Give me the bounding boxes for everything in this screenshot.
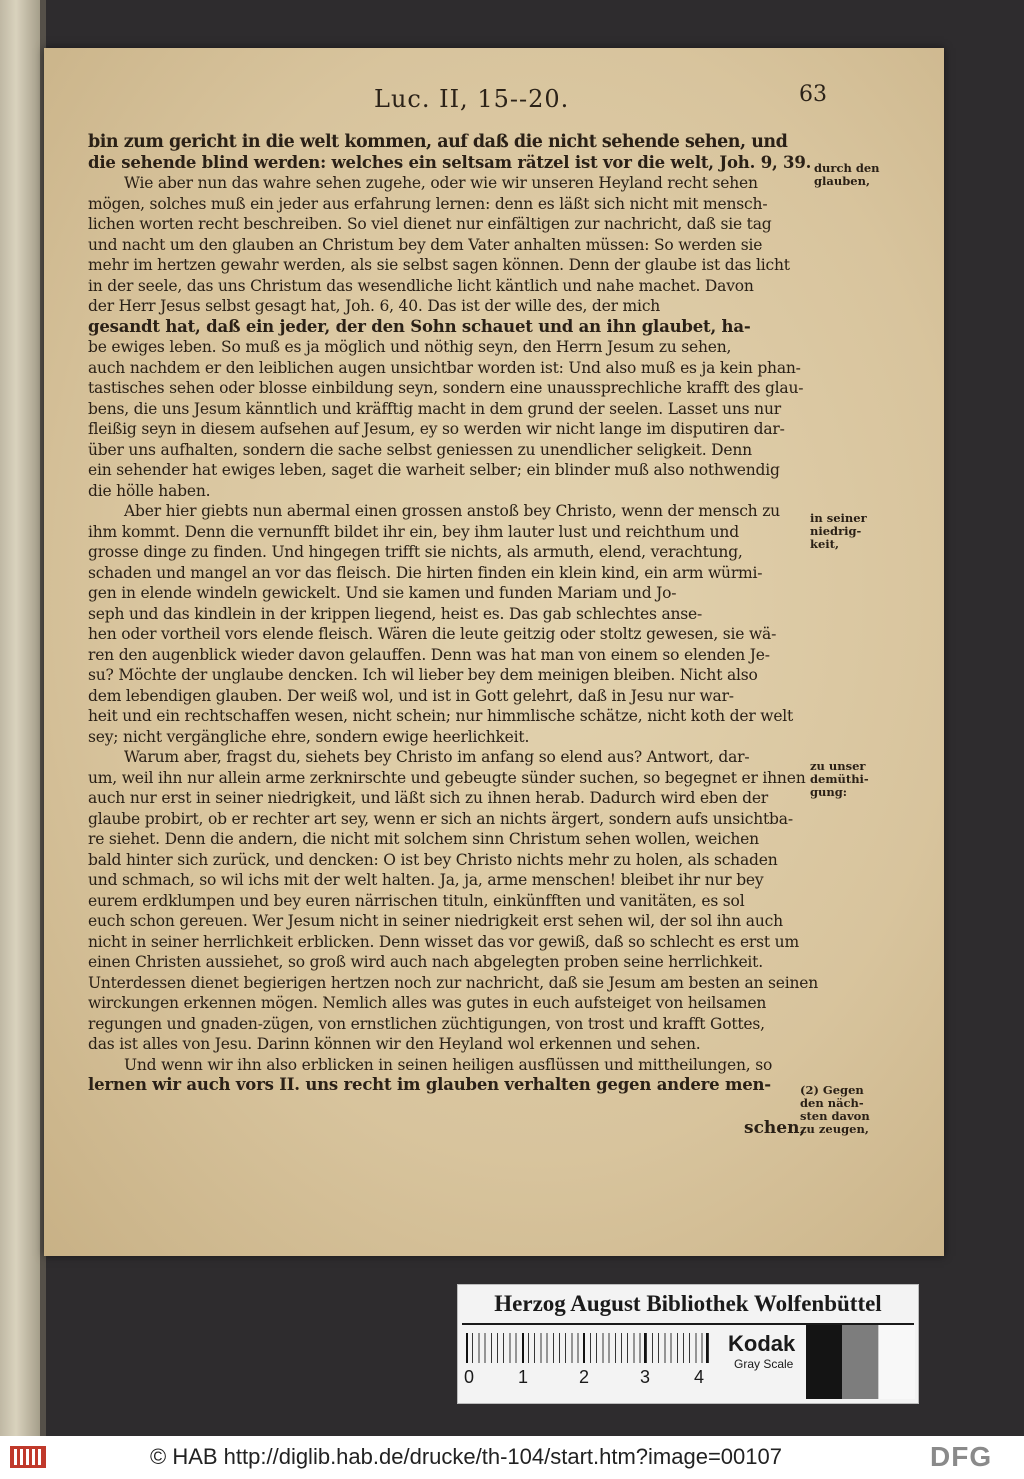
margin-note-naechsten: (2) Gegen den näch- sten davon zu zeugen, [800, 1083, 870, 1136]
text-line: hen oder vortheil vors elende fleisch. Wären die leute geitzig oder stoltz gewesen, sie wä- [88, 625, 777, 643]
body-text [88, 132, 828, 1096]
text-line: Warum aber, fragst du, siehets bey Christo im anfang so elend aus? Antwort, dar- [124, 748, 750, 766]
text-line: tastisches sehen oder blosse einbildung seyn, sondern eine unaussprechliche krafft des glau- [88, 379, 804, 397]
white-swatch [878, 1325, 915, 1399]
text-line: mögen, solches muß ein jeder aus erfahrung lernen: denn es läßt sich nicht mit mensch- [88, 194, 768, 213]
copyright-link[interactable]: © HAB http://diglib.hab.de/drucke/th-104/start.htm?image=00107 [150, 1444, 782, 1469]
hab-logo-icon [10, 1444, 46, 1470]
text-line: bald hinter sich zurück, und dencken: O ist bey Christo nichts mehr zu holen, als schaden [88, 850, 778, 869]
text-line: nicht in seiner herrlichkeit erblicken. Denn wisset das vor gewiß, daß so schlecht es erst um [88, 932, 799, 951]
cm-ruler [466, 1333, 714, 1363]
book-page [44, 48, 944, 1256]
text-line: schaden und mangel an vor das fleisch. Die hirten finden ein klein kind, ein arm würmi- [88, 563, 763, 582]
running-title: Luc. II, 15--20. [374, 85, 570, 113]
institution-name: Herzog August Bibliothek Wolfenbüttel [494, 1291, 882, 1316]
text-line: in der seele, das uns Christum das wesendliche licht käntlich und nahe machet. Davon [88, 276, 754, 295]
ruler-major-tick [583, 1333, 585, 1363]
margin-note-niedrigkeit: in seiner niedrig- keit, [810, 511, 867, 551]
text-line: wirckungen erkennen mögen. Nemlich alles was gutes in euch aufsteiget von heilsamen [88, 994, 767, 1012]
text-line: und nacht um den glauben an Christum bey dem Vater anhalten müssen: So werden sie [88, 235, 763, 254]
text-line: heit und ein rechtschaffen wesen, nicht schein; nur himmlische schätze, nicht koth der welt [88, 707, 794, 725]
margin-note-demuethigung: zu unser demüthi- gung: [810, 759, 869, 799]
text-line: auch nachdem er den leiblichen augen unsichtbar worden ist: Und also muß es ja kein phan- [88, 358, 801, 377]
text-line: mehr im hertzen gewahr werden, als sie selbst sagen können. Denn der glaube ist das licht [88, 256, 790, 274]
text-line: über uns aufhalten, sondern die sache selbst geniessen zu unendlicher seligkeit. Denn [88, 440, 752, 459]
ruler-major-tick [706, 1333, 708, 1363]
text-line: und schmach, so wil ichs mit der welt halten. Ja, ja, arme menschen! bleibet ihr nur bey [88, 871, 764, 889]
dfg-logo: DFG [930, 1441, 993, 1472]
text-line: Aber hier giebts nun abermal einen grossen anstoß bey Christo, wenn der mensch zu [124, 502, 780, 520]
text-line: su? Möchte der unglaube dencken. Ich wil lieber bey dem meinigen bleiben. Nicht also [88, 666, 758, 684]
ruler-major-tick [466, 1333, 468, 1363]
text-line: Wie aber nun das wahre sehen zugehe, oder wie wir unseren Heyland recht sehen [124, 174, 758, 192]
text-line: Und wenn wir ihn also erblicken in seinen heiligen ausflüssen und mittheilungen, so [124, 1055, 773, 1074]
text-line: auch nur erst in seiner niedrigkeit, und läßt sich zu ihnen herab. Dadurch wird eben der [88, 789, 769, 807]
black-swatch [806, 1325, 842, 1399]
ruler-major-tick [644, 1333, 646, 1363]
text-line: dem lebendigen glauben. Der weiß wol, und ist in Gott gelehrt, daß in Jesu nur war- [88, 686, 734, 705]
text-line: bin zum gericht in die welt kommen, auf daß die nicht sehende sehen, und [88, 132, 788, 152]
text-line: gen in elende windeln gewickelt. Und sie kamen und funden Mariam und Jo- [88, 584, 677, 602]
text-line: die hölle haben. [88, 481, 211, 500]
text-line: grosse dinge zu finden. Und hingegen trifft sie nichts, als armuth, elend, verachtung, [88, 543, 743, 561]
ruler-number: 4 [694, 1367, 705, 1387]
text-line: re siehet. Denn die andern, die nicht mit solchem sinn Christum sehen wollen, weichen [88, 830, 759, 848]
text-line: sey; nicht vergängliche ehre, sondern ewige heerlichkeit. [88, 727, 530, 746]
page-number: 63 [799, 82, 827, 107]
gray-scale-label: Gray Scale [734, 1357, 794, 1371]
kodak-color-bar [457, 1284, 919, 1404]
gray-swatch [842, 1325, 878, 1399]
text-line: eurem erdklumpen und bey euren närrischen tituln, einkünfften und vanitäten, es sol [88, 891, 745, 910]
text-line: lernen wir auch vors II. uns recht im glauben verhalten gegen andere men- [88, 1075, 771, 1094]
previous-page-edge [0, 0, 40, 1436]
text-line: das ist alles von Jesu. Darinn können wir den Heyland wol erkennen und sehen. [88, 1035, 701, 1053]
text-line: einen Christen aussiehet, so groß wird auch nach abgelegten proben seine herrlichkeit. [88, 953, 763, 971]
ruler-number: 2 [579, 1367, 590, 1387]
text-line: ihm kommt. Denn die vernunfft bildet ihr ein, bey ihm lauter lust und reichthum und [88, 522, 739, 541]
text-line: seph und das kindlein in der krippen liegend, heist es. Das gab schlechtes anse- [88, 604, 703, 623]
footer-bar [0, 1436, 1024, 1479]
text-line: der Herr Jesus selbst gesagt hat, Joh. 6, 40. Das ist der wille des, der mich [88, 297, 661, 315]
ruler-number: 3 [640, 1367, 651, 1387]
text-line: um, weil ihn nur allein arme zerknirschte und gebeugte sünder suchen, so begegnet er ihnen [88, 768, 806, 787]
text-line: gesandt hat, daß ein jeder, der den Sohn schauet und an ihn glaubet, ha- [88, 316, 751, 336]
text-line: ren den augenblick wieder davon gelauffen. Denn was hat man von einem so elenden Je- [88, 645, 770, 664]
text-line: be ewiges leben. So muß es ja möglich und nöthig seyn, den Herrn Jesum zu sehen, [88, 338, 732, 356]
text-line: lichen worten recht beschreiben. So viel dienet nur einfältigen zur nachricht, daß sie tag [88, 215, 772, 233]
ruler-number: 1 [518, 1367, 529, 1387]
margin-note-glauben: durch den glauben, [814, 161, 880, 188]
text-line: fleißig seyn in diesem aufsehen auf Jesum, ey so werden wir nicht lange im disputiren dar- [88, 420, 785, 438]
final-word: schen, [744, 1118, 806, 1138]
text-line: euch schon gereuen. Wer Jesum nicht in seiner niedrigkeit erst sehen wil, der sol ihn auch [88, 912, 783, 930]
kodak-logo: Kodak [728, 1331, 796, 1356]
text-line: ein sehender hat ewiges leben, saget die warheit selber; ein blinder muß also nothwendig [88, 461, 780, 479]
ruler-ticks [466, 1333, 714, 1363]
text-line: bens, die uns Jesum känntlich und kräfftig macht in dem grund der seelen. Lasset uns nur [88, 399, 781, 418]
text-line: regungen und gnaden-zügen, von ernstlichen züchtigungen, von trost und krafft Gottes, [88, 1014, 765, 1033]
text-line: die sehende blind werden: welches ein seltsam rätzel ist vor die welt, Joh. 9, 39. [88, 152, 812, 172]
ruler-major-tick [522, 1333, 524, 1363]
text-line: glaube probirt, ob er rechter art sey, wenn er sich an nichts ärgert, sondern aufs unsichtba- [88, 809, 793, 828]
ruler-number: 0 [464, 1367, 475, 1387]
text-line: Unterdessen dienet begierigen hertzen noch zur nachricht, daß sie Jesum am besten an seinen [88, 973, 819, 992]
